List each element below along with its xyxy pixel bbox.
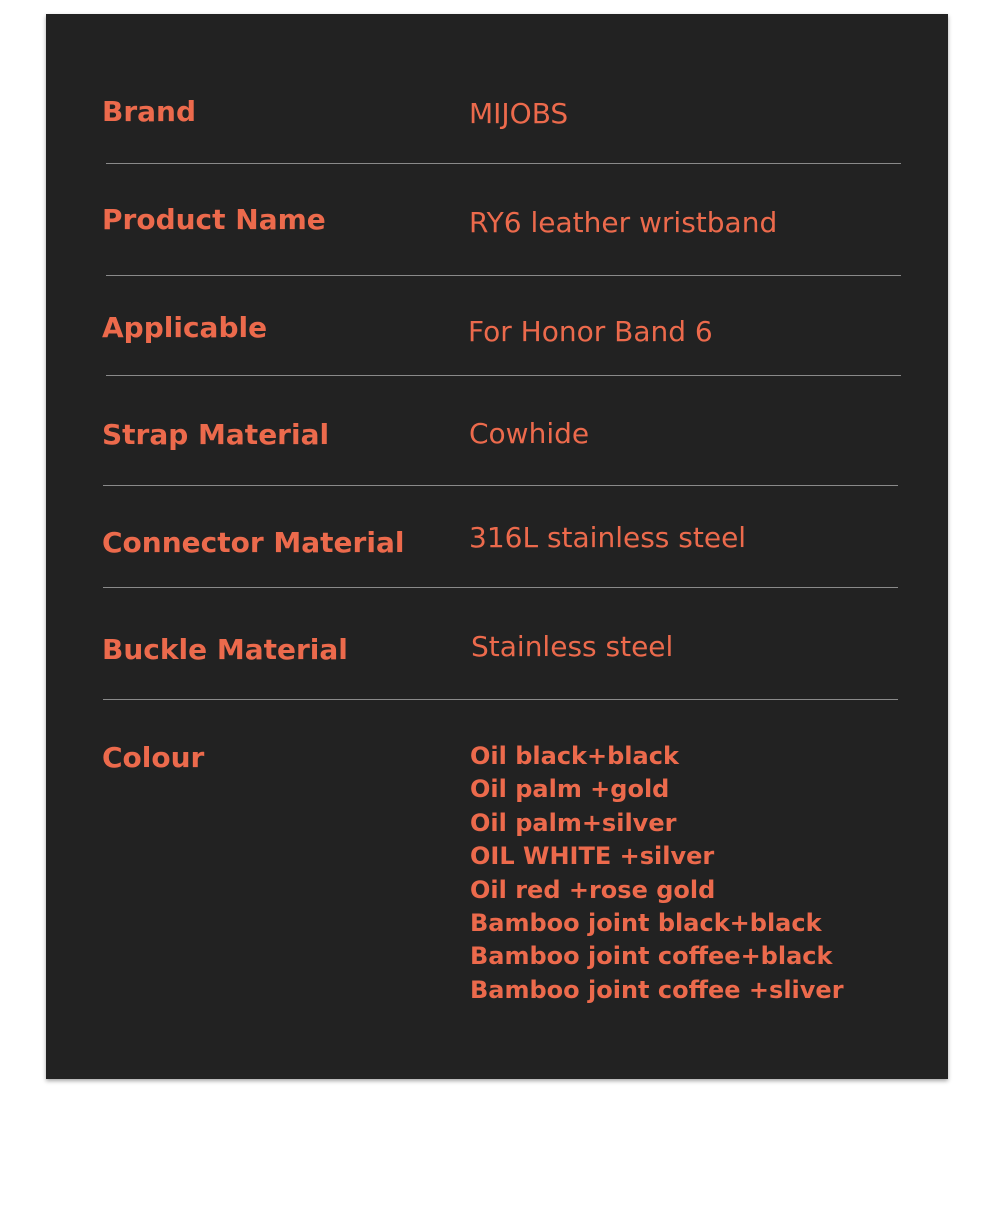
connector-material-value: 316L stainless steel: [469, 521, 747, 554]
row-divider: [106, 163, 901, 164]
colour-option: OIL WHITE +silver: [470, 842, 715, 871]
buckle-material-value: Stainless steel: [471, 630, 674, 663]
row-divider: [103, 587, 898, 588]
brand-label: Brand: [102, 95, 197, 128]
colour-option: Oil black+black: [470, 742, 679, 770]
strap-material-value: Cowhide: [469, 417, 590, 450]
connector-material-label: Connector Material: [102, 526, 405, 559]
brand-value: MIJOBS: [469, 97, 569, 130]
strap-material-label: Strap Material: [102, 418, 330, 451]
product-name-label: Product Name: [102, 203, 326, 236]
buckle-material-label: Buckle Material: [102, 633, 348, 666]
applicable-value: For Honor Band 6: [468, 315, 713, 348]
colour-option: Bamboo joint black+black: [470, 909, 822, 938]
product-name-value: RY6 leather wristband: [469, 206, 778, 239]
row-divider: [103, 485, 898, 486]
colour-option: Oil red +rose gold: [470, 875, 716, 904]
row-divider: [106, 275, 901, 276]
colour-options-list: [470, 740, 844, 1007]
colour-option: Bamboo joint coffee+black: [470, 942, 833, 971]
colour-option: Bamboo joint coffee +sliver: [470, 975, 844, 1004]
row-divider: [103, 699, 898, 700]
colour-option: Oil palm+silver: [470, 808, 677, 837]
row-divider: [106, 375, 901, 376]
applicable-label: Applicable: [102, 311, 268, 344]
spec-table: [46, 14, 948, 1079]
colour-option: Oil palm +gold: [470, 775, 670, 804]
colour-label: Colour: [102, 741, 205, 774]
